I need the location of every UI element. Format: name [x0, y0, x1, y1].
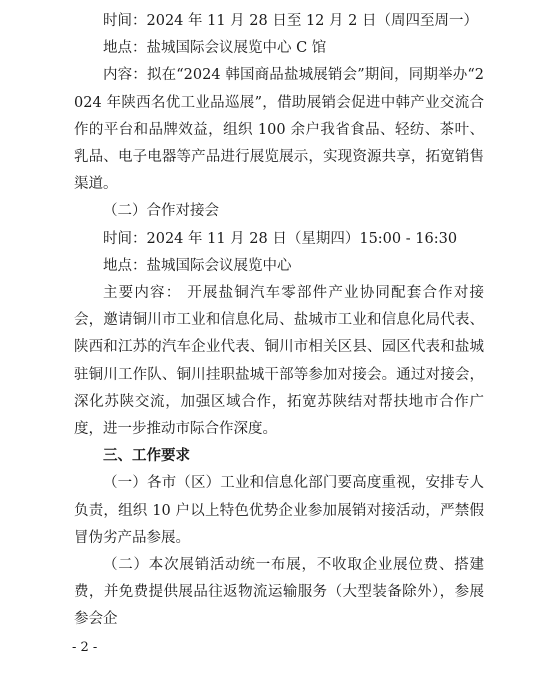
exhibition-content: 内容：拟在“2024 韩国商品盐城展销会”期间，同期举办“2024 年陕西名优工业品巡展”，借助展销会促进中韩产业交流合作的平台和品牌效益，组织 100 余户我省食品、轻纺、茶叶、乳品、电子电器等产品进行展览展示，实现资源共享，拓宽销售渠道。 — [74, 67, 484, 193]
section-heading-requirements: 三、工作要求 — [103, 448, 190, 465]
exhibition-time: 时间：2024 年 11 月 28 日至 12 月 2 日（周四至周一） — [103, 13, 478, 29]
exhibition-location: 地点：盐城国际会议展览中心 C 馆 — [103, 40, 327, 57]
meeting-content: 主要内容： 开展盐铜汽车零部件产业协同配套合作对接会，邀请铜川市工业和信息化局、盐城市工业和信息化局代表、陕西和江苏的汽车企业代表、铜川市相关区县、园区代表和盐城驻铜川工作队、铜川挂职盐城干部等参加对接会。通过对接会，深化苏陕交流，加强区域合作，拓宽苏陕结对帮扶地市合作广度，进一步推动市际合作深度。 — [74, 285, 484, 438]
section-cooperation-meeting: （二）合作对接会 — [103, 203, 219, 220]
requirement-1: （一）各市（区）工业和信息化部门要高度重视，安排专人负责，组织 10 户以上特色优势企业参加展销对接活动，严禁假冒伪劣产品参展。 — [74, 475, 484, 546]
document-body — [74, 8, 484, 634]
requirement-2: （二）本次展销活动统一布展，不收取企业展位费、搭建费，并免费提供展品往返物流运输服务（大型装备除外），参展参会企 — [74, 557, 484, 628]
page-number: - 2 - — [72, 640, 98, 655]
meeting-time: 时间：2024 年 11 月 28 日（星期四）15:00 - 16:30 — [103, 230, 458, 247]
meeting-location: 地点：盐城国际会议展览中心 — [103, 257, 292, 274]
